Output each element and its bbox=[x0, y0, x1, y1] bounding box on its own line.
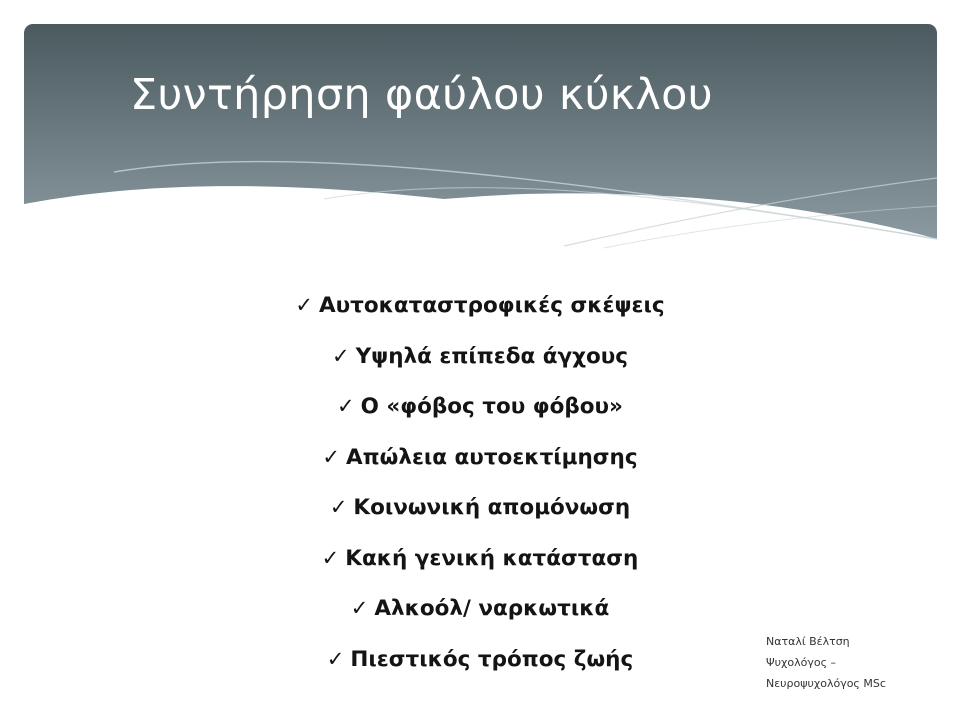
header-band bbox=[24, 24, 937, 264]
check-icon: ✓ bbox=[329, 495, 348, 519]
list-item-text: Κακή γενική κατάσταση bbox=[345, 545, 639, 571]
list-item-text: Υψηλά επίπεδα άγχους bbox=[355, 343, 629, 369]
list-item bbox=[0, 486, 960, 537]
header-shape bbox=[24, 24, 937, 239]
list-item-text: Κοινωνική απομόνωση bbox=[353, 495, 631, 520]
list-item bbox=[0, 284, 960, 335]
check-icon: ✓ bbox=[321, 545, 340, 570]
list-item-text: Ο «φόβος του φόβου» bbox=[360, 394, 623, 419]
check-icon: ✓ bbox=[322, 444, 340, 469]
list-item bbox=[0, 335, 960, 386]
author-role: Ψυχολόγος – bbox=[766, 656, 837, 669]
check-icon: ✓ bbox=[331, 343, 350, 368]
header-wave-graphic bbox=[24, 24, 937, 264]
check-icon: ✓ bbox=[337, 394, 355, 418]
author-name: Ναταλί Βέλτση bbox=[766, 635, 850, 648]
list-item bbox=[0, 587, 960, 638]
check-icon: ✓ bbox=[350, 596, 369, 620]
check-icon: ✓ bbox=[326, 646, 345, 671]
list-item bbox=[0, 436, 960, 487]
list-item-text: Πιεστικός τρόπος ζωής bbox=[350, 646, 634, 672]
list-item-text: Αυτοκαταστροφικές σκέψεις bbox=[318, 293, 665, 318]
list-item bbox=[0, 385, 960, 436]
slide-title: Συντήρηση φαύλου κύκλου bbox=[130, 70, 713, 120]
list-item bbox=[0, 537, 960, 588]
author-note bbox=[766, 631, 886, 694]
list-item-text: Απώλεια αυτοεκτίμησης bbox=[346, 444, 638, 470]
list-item-text: Αλκοόλ/ ναρκωτικά bbox=[374, 596, 610, 621]
check-icon: ✓ bbox=[295, 293, 313, 317]
bullet-list bbox=[0, 284, 960, 688]
author-role: Νευροψυχολόγος MSc bbox=[766, 677, 886, 690]
